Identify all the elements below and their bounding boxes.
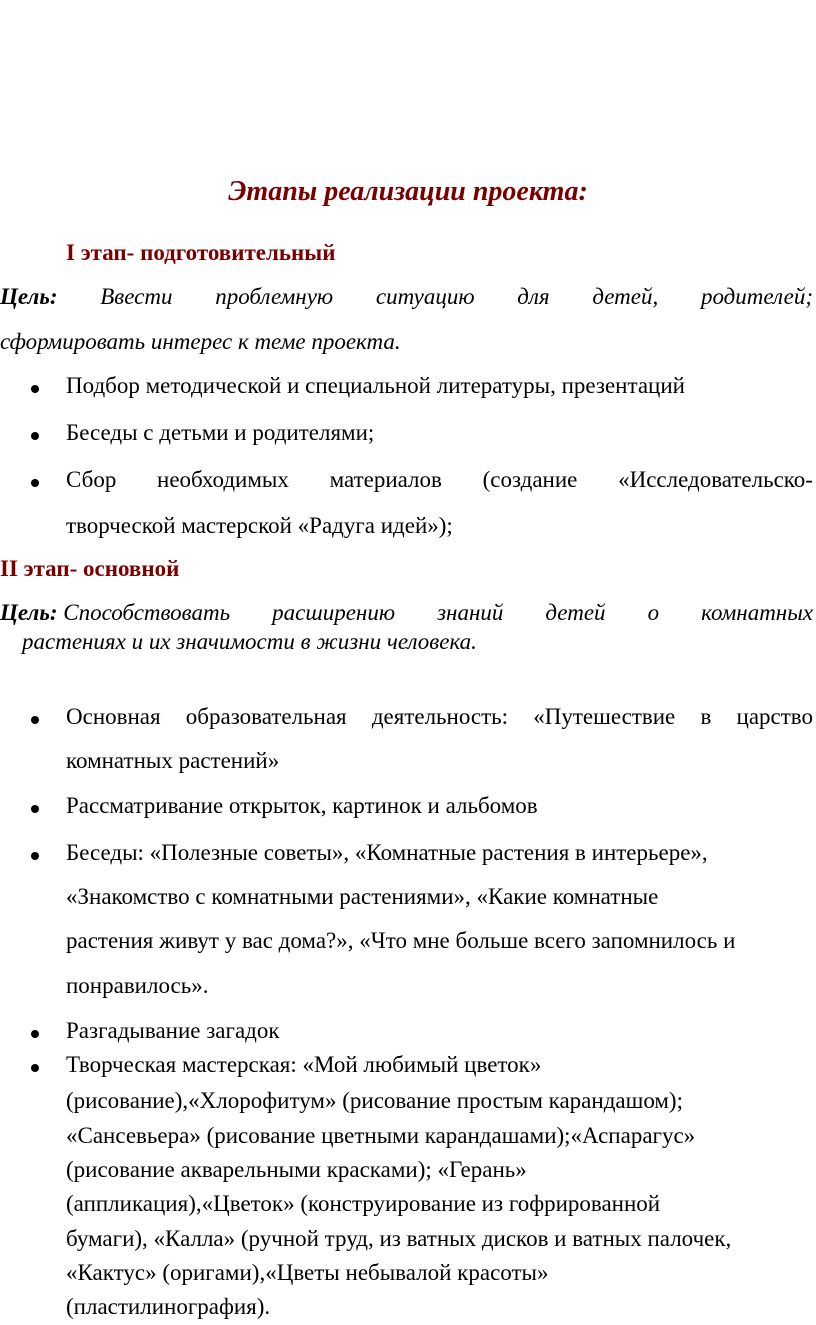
stage2-item-activity-line2: комнатных растений» xyxy=(66,748,280,773)
page-title: Этапы реализации проекта: xyxy=(228,176,588,207)
stage2-item-workshop-line5: (аппликация),«Цветок» (конструирование из гофрированной xyxy=(66,1191,661,1216)
stage2-item-workshop-line8: (пластилинография). xyxy=(66,1294,271,1319)
goal-word: Ввести xyxy=(100,284,173,309)
stage2-item-activity-line1 xyxy=(66,704,813,730)
goal-word: Способствовать xyxy=(63,600,231,625)
bullet-icon xyxy=(31,432,39,440)
goal-word: о xyxy=(647,600,660,625)
goal-word: детей, xyxy=(592,284,659,309)
goal-word: ситуацию xyxy=(375,284,475,309)
stage2-item-workshop-line1: Творческая мастерская: «Мой любимый цветок» xyxy=(66,1052,542,1077)
item-word: материалов xyxy=(329,467,442,492)
item-word: необходимых xyxy=(157,467,289,492)
goal-word: для xyxy=(517,284,550,309)
stage2-item-workshop-line2: (рисование),«Хлорофитум» (рисование простым карандашом); xyxy=(66,1088,683,1113)
stage1-item-literature: Подбор методической и специальной литературы, презентаций xyxy=(66,373,685,398)
item-word: (создание xyxy=(482,467,578,492)
bullet-icon xyxy=(31,805,39,813)
item-word: деятельность: xyxy=(371,704,509,729)
item-word: Сбор xyxy=(66,467,117,492)
stage2-item-workshop-line6: бумаги), «Калла» (ручной труд, из ватных дисков и ватных палочек, xyxy=(66,1226,732,1251)
stage2-goal-line2: растениях и их значимости в жизни человека. xyxy=(22,629,477,654)
stage2-goal-line1 xyxy=(0,600,813,626)
stage1-goal-line1 xyxy=(0,284,813,310)
stage2-item-talks-line3: растения живут у вас дома?», «Что мне больше всего запомнилось и xyxy=(66,928,736,953)
goal-word: проблемную xyxy=(215,284,334,309)
stage2-item-workshop-line4: (рисование акварельными красками); «Герань» xyxy=(66,1157,527,1182)
goal-word: расширению xyxy=(272,600,396,625)
stage2-item-talks-line2: «Знакомство с комнатными растениями», «Какие комнатные xyxy=(66,884,659,909)
goal-word: комнатных xyxy=(701,600,813,625)
stage1-heading: I этап- подготовительный xyxy=(66,240,336,265)
stage2-item-talks-line1: Беседы: «Полезные советы», «Комнатные растения в интерьере», xyxy=(66,840,708,865)
stage2-item-talks-line4: понравилось». xyxy=(66,973,209,998)
bullet-icon xyxy=(31,852,39,860)
stage2-item-workshop-line3: «Сансевьера» (рисование цветными карандашами);«Аспарагус» xyxy=(66,1123,696,1148)
goal-word: детей xyxy=(545,600,606,625)
stage1-item-talks: Беседы с детьми и родителями; xyxy=(66,420,375,445)
item-word: в xyxy=(700,704,712,729)
bullet-icon xyxy=(31,1064,39,1072)
stage2-goal-label: Цель: xyxy=(0,600,58,625)
stage2-item-postcards: Рассматривание открыток, картинок и альбомов xyxy=(66,793,538,818)
goal-word: знаний xyxy=(437,600,504,625)
stage2-item-workshop-line7: «Кактус» (оригами),«Цветы небывалой красоты» xyxy=(66,1260,549,1285)
bullet-icon xyxy=(31,716,39,724)
stage2-item-riddles: Разгадывание загадок xyxy=(66,1018,280,1043)
item-word: Основная xyxy=(66,704,161,729)
item-word: царство xyxy=(736,704,813,729)
bullet-icon xyxy=(31,1030,39,1038)
item-word: «Исследовательско- xyxy=(618,467,813,492)
stage1-goal-label: Цель: xyxy=(0,284,58,309)
stage1-goal-line2: сформировать интерес к теме проекта. xyxy=(0,329,401,354)
item-word: «Путешествие xyxy=(533,704,676,729)
stage1-item-materials-line2: творческой мастерской «Радуга идей»); xyxy=(66,513,453,538)
goal-word: родителей; xyxy=(700,284,813,309)
bullet-icon xyxy=(31,479,39,487)
bullet-icon xyxy=(31,385,39,393)
item-word: образовательная xyxy=(185,704,347,729)
stage2-heading: II этап- основной xyxy=(0,556,180,581)
stage1-item-materials-line1 xyxy=(66,467,813,493)
